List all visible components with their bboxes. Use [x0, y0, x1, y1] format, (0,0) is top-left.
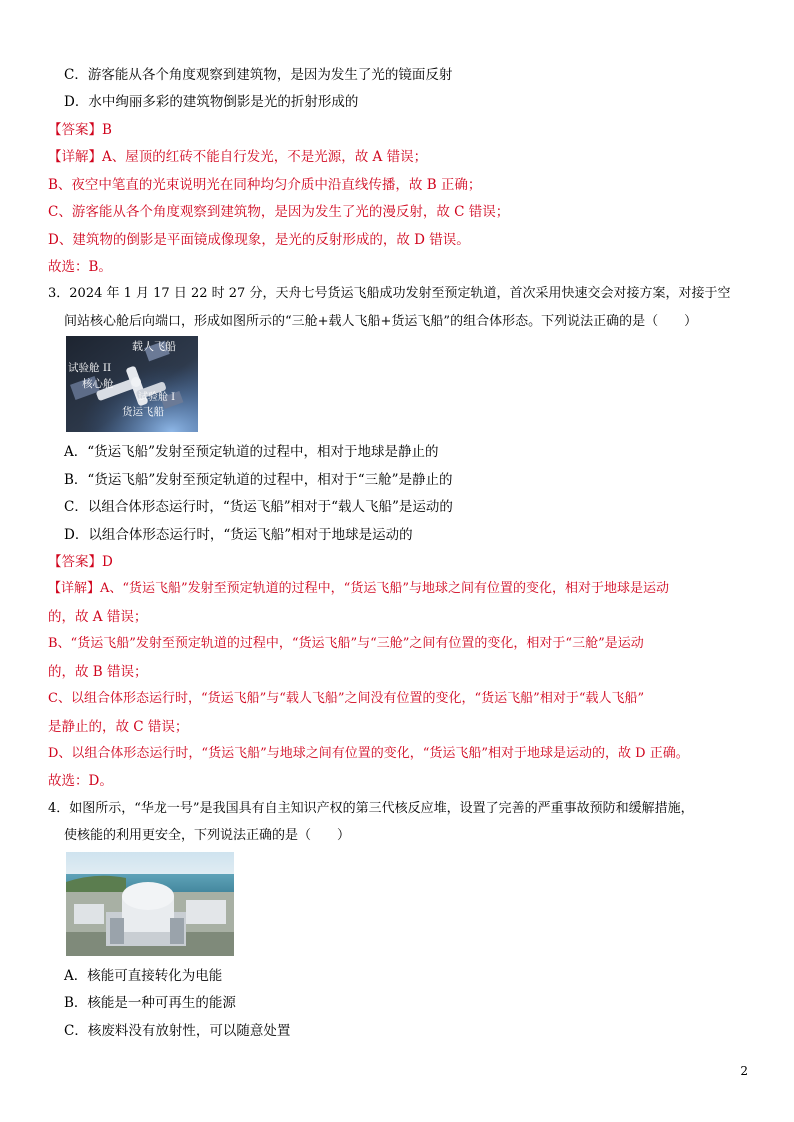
q3-detail-2: 的，故 A 错误； [48, 609, 148, 625]
reactor-figure [66, 852, 234, 956]
q4-option-a: A．核能可直接转化为电能 [64, 968, 223, 984]
q3-detail-3: B、“货运飞船”发射至预定轨道的过程中，“货运飞船”与“三舱”之间有位置的变化，相对于“三舱”是运动 [48, 636, 644, 651]
label-cargo-ship: 货运飞船 [122, 406, 164, 418]
q4-option-b: B．核能是一种可再生的能源 [64, 995, 236, 1011]
q3-detail-6: 是静止的，故 C 错误； [48, 719, 189, 735]
label-module-2: 试验舱 II [68, 362, 112, 374]
q4-stem-line-2: 使核能的利用更安全，下列说法正确的是（ ） [64, 828, 351, 843]
space-station-figure [66, 336, 198, 432]
q3-option-d: D．以组合体形态运行时，“货运飞船”相对于地球是运动的 [64, 527, 413, 543]
label-crewed-ship: 载人飞船 [132, 340, 176, 353]
label-core-module: 核心舱 [82, 378, 114, 390]
q3-detail-1: 【详解】A、“货运飞船”发射至预定轨道的过程中，“货运飞船”与地球之间有位置的变化，相对于地球是运动 [48, 581, 669, 596]
q3-stem-line-1: 3．2024 年 1 月 17 日 22 时 27 分，天舟七号货运飞船成功发射至预定轨道，首次采用快速交会对接方案，对接于空 [48, 286, 731, 301]
q3-answer: 【答案】D [48, 554, 113, 570]
q3-option-c: C．以组合体形态运行时，“货运飞船”相对于“载人飞船”是运动的 [64, 499, 453, 515]
prev-option-d: D．水中绚丽多彩的建筑物倒影是光的折射形成的 [64, 94, 359, 110]
prev-option-c: C．游客能从各个角度观察到建筑物，是因为发生了光的镜面反射 [64, 67, 453, 83]
prev-detail-2: B、夜空中笔直的光束说明光在同种均匀介质中沿直线传播，故 B 正确； [48, 177, 482, 193]
prev-detail-1: 【详解】A、屋顶的红砖不能自行发光，不是光源，故 A 错误； [48, 149, 428, 165]
q3-detail-5: C、以组合体形态运行时，“货运飞船”与“载人飞船”之间没有位置的变化，“货运飞船”相对于“载人飞船” [48, 691, 645, 706]
q3-option-b: B．“货运飞船”发射至预定轨道的过程中，相对于“三舱”是静止的 [64, 472, 453, 488]
q4-stem-line-1: 4．如图所示，“华龙一号”是我国具有自主知识产权的第三代核反应堆，设置了完善的严重事故预防和缓解措施， [48, 801, 694, 816]
prev-answer: 【答案】B [48, 122, 112, 138]
prev-detail-5: 故选：B。 [48, 259, 112, 275]
q4-option-c: C．核废料没有放射性，可以随意处置 [64, 1023, 291, 1039]
page-number: 2 [740, 1064, 748, 1078]
prev-detail-4: D、建筑物的倒影是平面镜成像现象，是光的反射形成的，故 D 错误。 [48, 232, 470, 248]
label-module-1: 试验舱 I [138, 392, 176, 403]
q3-option-a: A．“货运飞船”发射至预定轨道的过程中，相对于地球是静止的 [64, 444, 439, 460]
nuclear-plant-illustration [66, 852, 234, 956]
q3-stem-line-2: 间站核心舱后向端口，形成如图所示的“三舱+载人飞船+货运飞船”的组合体形态。下列说法正确的是（ ） [64, 314, 698, 329]
q3-detail-4: 的，故 B 错误； [48, 664, 148, 680]
q3-detail-7: D、以组合体形态运行时，“货运飞船”与地球之间有位置的变化，“货运飞船”相对于地球是运动的，故 D 正确。 [48, 746, 689, 761]
q3-detail-8: 故选：D。 [48, 773, 113, 789]
prev-detail-3: C、游客能从各个角度观察到建筑物，是因为发生了光的漫反射，故 C 错误； [48, 204, 510, 220]
